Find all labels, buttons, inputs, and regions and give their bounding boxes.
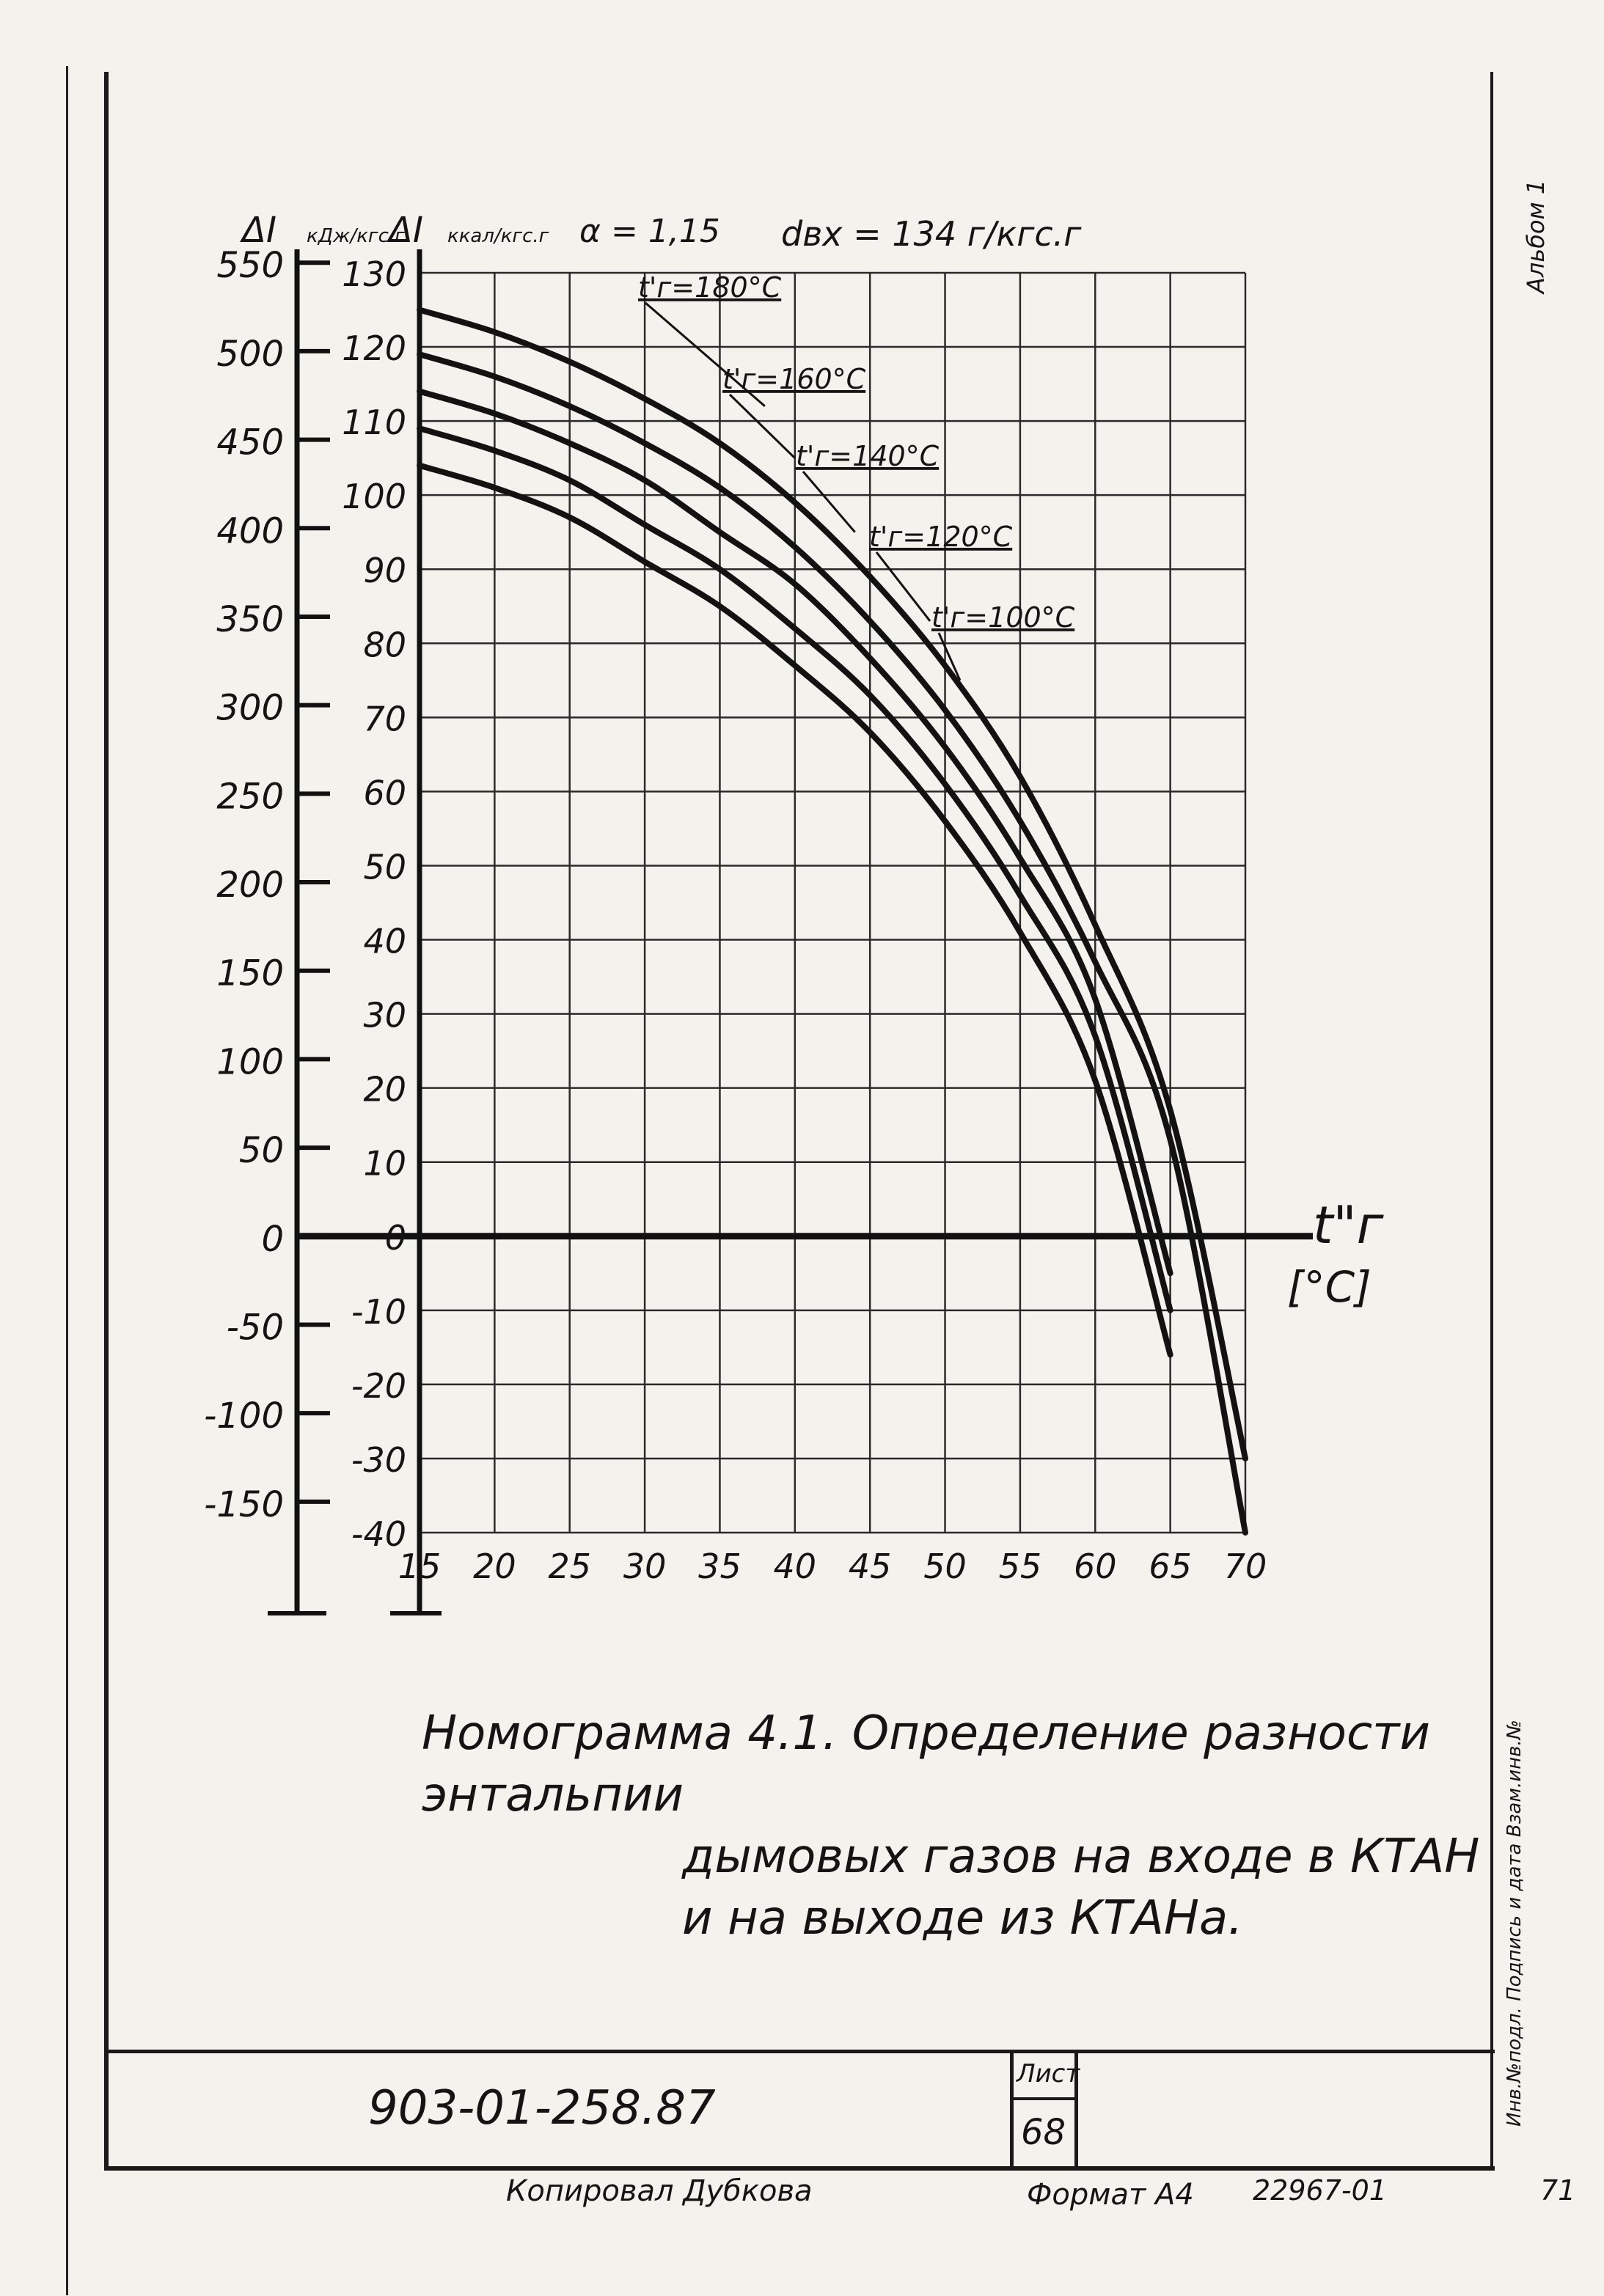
x-tick-label: 15 <box>398 1547 442 1586</box>
x-tick-label: 20 <box>473 1547 516 1586</box>
footer-format: Формат А4 <box>1027 2178 1194 2212</box>
x-tick-label: 45 <box>848 1547 892 1586</box>
inner-y-axis-unit: ккал/кгс.г <box>447 225 549 247</box>
x-tick-label: 70 <box>1223 1547 1267 1586</box>
series-label-leader <box>803 472 855 532</box>
document-number: 903-01-258.87 <box>368 2081 716 2135</box>
outer-y-tick-label: 50 <box>238 1130 284 1172</box>
inner-y-tick-label: 20 <box>363 1069 406 1110</box>
inner-y-tick-label: -10 <box>351 1291 406 1332</box>
outer-y-axis-unit: кДж/кгс.г <box>307 225 405 247</box>
footer-copied: Копировал Дубкова <box>506 2174 813 2208</box>
series-label: t'г=140°C <box>796 440 940 472</box>
series-line <box>420 310 1245 1459</box>
inner-y-tick-label: -40 <box>351 1514 406 1554</box>
x-tick-label: 30 <box>623 1547 667 1586</box>
footer-code: 22967-01 <box>1253 2174 1387 2207</box>
series-label: t'г=160°C <box>722 363 866 395</box>
outer-y-tick-label: 550 <box>216 245 284 287</box>
outer-y-tick-label: 250 <box>216 776 284 818</box>
inner-y-tick-label: 90 <box>363 551 406 591</box>
chart-series <box>420 310 1245 1533</box>
inner-y-tick-label: 40 <box>363 921 406 961</box>
outer-y-tick-label: 300 <box>216 687 284 729</box>
outer-y-tick-label: 450 <box>216 422 284 463</box>
inner-y-tick-label: 130 <box>342 254 406 294</box>
inner-y-tick-label: 110 <box>342 403 406 443</box>
inner-y-tick-label: -20 <box>351 1365 406 1406</box>
sheet-label: Лист <box>1017 2059 1080 2088</box>
margin-album: Альбом 1 <box>1522 179 1550 293</box>
margin-stamp: Инв.№подл. Подпись и дата Взам.инв.№ <box>1504 1720 1526 2127</box>
outer-y-tick-label: 500 <box>216 333 284 375</box>
inner-y-tick-label: 30 <box>363 995 406 1035</box>
outer-y-tick-label: -50 <box>226 1307 284 1349</box>
outer-y-tick-label: 100 <box>216 1041 284 1083</box>
x-tick-label: 50 <box>923 1547 967 1586</box>
x-tick-label: 35 <box>698 1547 741 1586</box>
x-tick-label: 60 <box>1073 1547 1117 1586</box>
outer-y-tick-label: 200 <box>216 865 284 906</box>
param-d-in: dвх = 134 г/кгс.г <box>781 214 1082 254</box>
inner-y-axis-label: ΔI <box>389 210 423 251</box>
footer-page: 71 <box>1540 2174 1576 2207</box>
series-label: t'г=180°C <box>638 271 782 304</box>
outer-y-tick-label: -150 <box>204 1483 284 1525</box>
sheet-separator <box>1010 2097 1074 2100</box>
series-label: t'г=100°C <box>931 601 1075 634</box>
inner-y-tick-label: 100 <box>342 477 406 517</box>
sheet-number: 68 <box>1021 2112 1066 2153</box>
x-axis-unit: [°C] <box>1287 1262 1372 1312</box>
caption-line-2: дымовых газов на входе в КТАН <box>682 1830 1480 1884</box>
inner-y-tick-label: 10 <box>363 1143 406 1184</box>
outer-y-axis-label: ΔI <box>242 210 277 251</box>
inner-y-tick-label: 0 <box>384 1217 406 1258</box>
outer-y-tick-label: 400 <box>216 510 284 552</box>
outer-y-tick-label: 0 <box>261 1218 284 1260</box>
x-axis-label: t"г <box>1313 1195 1384 1255</box>
inner-y-tick-label: 80 <box>363 625 406 665</box>
inner-y-tick-label: 70 <box>363 699 406 739</box>
outer-y-tick-label: -100 <box>204 1395 284 1437</box>
series-line <box>420 354 1245 1533</box>
inner-y-tick-label: -30 <box>351 1439 406 1480</box>
inner-y-tick-label: 120 <box>342 329 406 369</box>
inner-y-tick-label: 50 <box>363 847 406 887</box>
param-alpha: α = 1,15 <box>579 213 720 250</box>
title-block <box>104 2050 1495 2170</box>
figure-caption <box>422 1703 1485 1949</box>
x-tick-label: 25 <box>548 1547 592 1586</box>
caption-line-3: и на выходе из КТАНа. <box>682 1891 1243 1945</box>
outer-y-tick-label: 350 <box>216 598 284 640</box>
x-tick-label: 65 <box>1149 1547 1192 1586</box>
x-tick-label: 40 <box>773 1547 817 1586</box>
series-label: t'г=120°C <box>869 521 1013 553</box>
x-tick-label: 55 <box>998 1547 1042 1586</box>
outer-y-tick-label: 150 <box>216 953 284 994</box>
caption-line-1: Номограмма 4.1. Определение разности энтальпии <box>422 1706 1430 1822</box>
inner-y-tick-label: 60 <box>363 773 406 813</box>
